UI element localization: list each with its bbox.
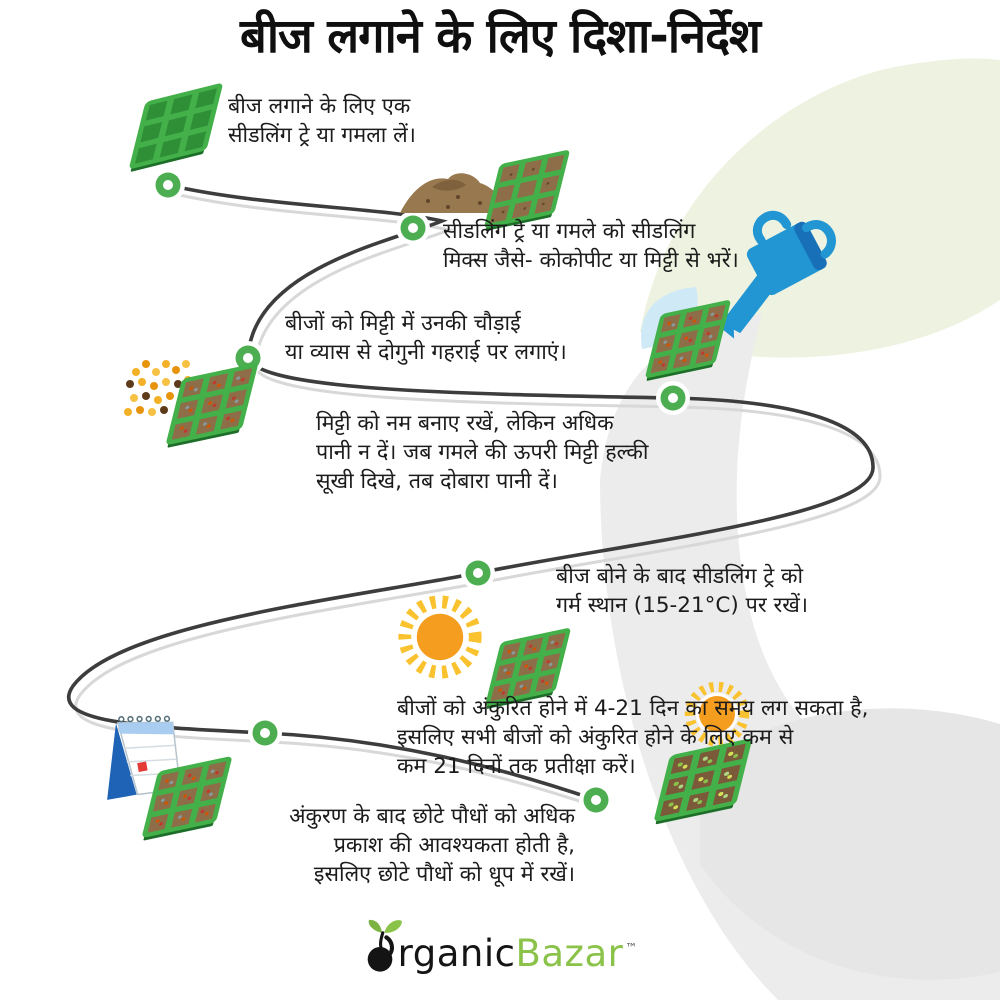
empty-seedling-tray-icon bbox=[130, 85, 220, 172]
sun-icon bbox=[405, 602, 475, 672]
step-text-line: बीज लगाने के लिए एक bbox=[228, 94, 411, 119]
step-5-text bbox=[556, 562, 808, 620]
logo-text-black: rganic bbox=[397, 932, 516, 975]
step-text-line: बीजों को अंकुरित होने में 4-21 दिन का समय लग सकता है, bbox=[397, 696, 869, 721]
step-text-line: बीजों को मिट्टी में उनकी चौड़ाई bbox=[285, 311, 521, 336]
step-7-text bbox=[289, 802, 575, 889]
step-marker-7 bbox=[579, 783, 613, 817]
step-text-line: मिक्स जैसे- कोकोपीट या मिट्टी से भरें। bbox=[443, 248, 739, 273]
step-text-line: इसलिए छोटे पौधों को धूप में रखें। bbox=[313, 862, 575, 887]
step-text-line: बीज बोने के बाद सीडलिंग ट्रे को bbox=[556, 564, 804, 589]
step-text-line: सीडलिंग ट्रे या गमला लें। bbox=[228, 123, 416, 148]
step-1-text bbox=[228, 92, 416, 150]
step-text-line: पानी न दें। जब गमले की ऊपरी मिट्टी हल्की bbox=[316, 440, 649, 465]
step-marker-5 bbox=[461, 556, 495, 590]
step-marker-1 bbox=[151, 168, 185, 202]
seeded-tray-icon bbox=[167, 365, 255, 448]
logo-text-green: Bazar bbox=[515, 932, 624, 975]
step-6-text bbox=[397, 694, 868, 781]
brand-logo bbox=[363, 919, 638, 975]
step-text-line: गर्म स्थान (15-21°C) पर रखें। bbox=[556, 593, 809, 618]
step-4-text bbox=[316, 409, 648, 496]
step-text-line: सीडलिंग ट्रे या गमले को सीडलिंग bbox=[443, 219, 696, 244]
step-3-text bbox=[285, 309, 567, 367]
step-marker-6 bbox=[248, 716, 282, 750]
step-text-line: सूखी दिखे, तब दोबारा पानी दें। bbox=[316, 469, 558, 494]
step-text-line: मिट्टी को नम बनाए रखें, लेकिन अधिक bbox=[316, 411, 614, 436]
step-marker-2 bbox=[396, 211, 430, 245]
step-marker-4 bbox=[656, 381, 690, 415]
step-text-line: कम 21 दिनों तक प्रतीक्षा करें। bbox=[397, 754, 636, 779]
step-text-line: अंकुरण के बाद छोटे पौधों को अधिक bbox=[289, 804, 575, 829]
step-text-line: इसलिए सभी बीजों को अंकुरित होने के लिए कम से bbox=[397, 725, 794, 750]
step-2-text bbox=[443, 217, 739, 275]
step-text-line: या व्यास से दोगुनी गहराई पर लगाएं। bbox=[285, 340, 567, 365]
step-text-line: प्रकाश की आवश्यकता होती है, bbox=[333, 833, 575, 858]
logo-trademark: ™ bbox=[625, 941, 638, 955]
page-title: बीज लगाने के लिए दिशा-निर्देश bbox=[240, 9, 760, 64]
